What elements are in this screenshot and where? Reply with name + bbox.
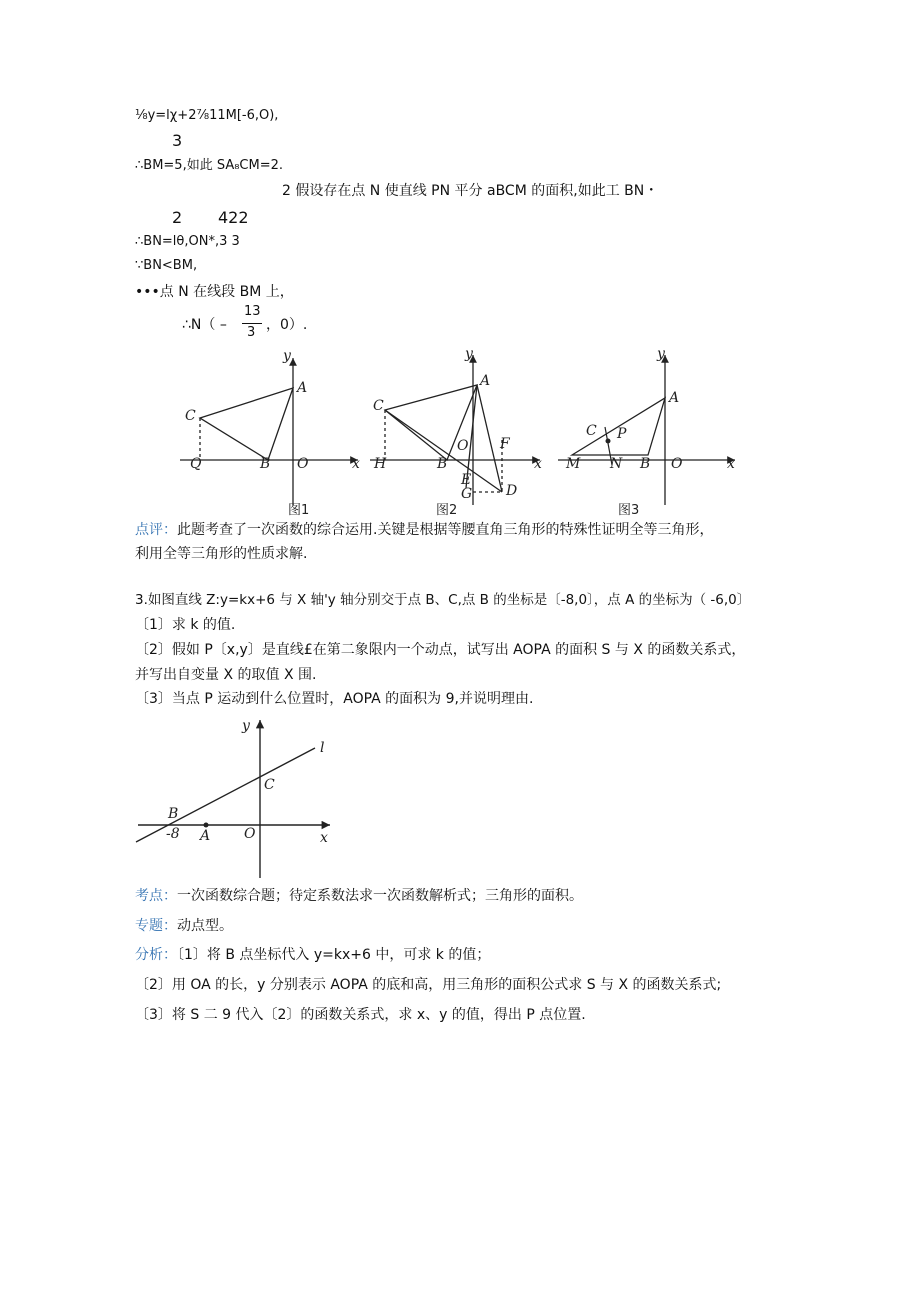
figure-3 — [558, 355, 735, 505]
solution-line-4b: 422 — [218, 208, 249, 227]
fig2-label-b: B — [437, 456, 448, 472]
point-a-dot — [204, 823, 209, 828]
solution-line-5: ∴BN=lθ,ON*,3 3 — [135, 234, 240, 249]
fig3-label-o: O — [671, 456, 683, 472]
n-coordinate-prefix: ∴N（ – — [182, 317, 227, 333]
review-label: 点评： — [135, 522, 177, 538]
problem3-question-3: 〔3〕当点 P 运动到什么位置时，AOPA 的面积为 9,并说明理由. — [135, 691, 534, 707]
n-coordinate-denominator: 3 — [247, 325, 256, 340]
fenxi-line-2: 〔2〕用 OA 的长，y 分别表示 AOPA 的底和高，用三角形的面积公式求 S 与 X 的函数关系式; — [135, 977, 722, 993]
fig4-label-b: B — [168, 806, 179, 822]
fig3-label-y: y — [657, 346, 665, 362]
zhuanti-line — [135, 918, 233, 935]
fig4-label-a: A — [200, 828, 211, 844]
problem3-stem: 3.如图直线 Z:y=kx+6 与 X 轴'y 轴分别交于点 B、C,点 B 的坐标是〔-8,0〕，点 A 的坐标为（ -6,0〕 — [135, 592, 751, 608]
problem3-question-2a: 〔2〕假如 P〔x,y〕是直线£在第二象限内一个动点，试写出 AOPA 的面积 S 与 X 的函数关系式， — [135, 642, 746, 658]
fig2-label-h: H — [374, 456, 387, 472]
fenxi-line-3: 〔3〕将 S 二 9 代入〔2〕的函数关系式，求 x、y 的值，得出 P 点位置. — [135, 1007, 586, 1023]
fenxi-label: 分析： — [135, 947, 177, 963]
problem3-question-2b: 并写出自变量 X 的取值 X 围. — [135, 667, 317, 683]
fenxi-line-1 — [135, 947, 490, 964]
fig4-label-c: C — [264, 777, 275, 793]
fig4-label-minus8: -8 — [166, 826, 180, 842]
zhuanti-text: 动点型。 — [177, 918, 233, 934]
fig2-label-o: O — [457, 438, 469, 454]
fig1-caption: 图1 — [288, 503, 310, 518]
solution-line-6: ∵BN<BM, — [135, 258, 198, 273]
fig3-label-c: C — [586, 423, 597, 439]
fig1-label-q: Q — [190, 456, 202, 472]
fig4-label-y: y — [242, 718, 250, 734]
fig2-label-y: y — [465, 346, 473, 362]
solution-line-3: 2 假设存在点 N 使直线 PN 平分 aBCM 的面积,如此工 BN・ — [282, 183, 659, 199]
fig4-label-l: l — [320, 740, 325, 756]
kaodian-line — [135, 888, 583, 905]
fig1-label-o: O — [297, 456, 309, 472]
fig3-label-p: P — [617, 426, 627, 442]
fig4-label-o: O — [244, 826, 256, 842]
fig3-point-p — [606, 439, 611, 444]
fig4-label-x: x — [320, 830, 328, 846]
fig2-label-x: x — [534, 456, 542, 472]
review-text-2: 利用全等三角形的性质求解. — [135, 546, 308, 562]
fig2-label-a: A — [480, 373, 491, 389]
solution-line-1-numerator: 3 — [172, 131, 183, 150]
solution-line-7: •••点 N 在线段 BM 上， — [135, 284, 294, 300]
n-coordinate-numerator: 13 — [244, 304, 261, 319]
geometry-figures-1-3 — [0, 340, 920, 520]
fig1-label-c: C — [185, 408, 196, 424]
solution-line-4a: 2 — [172, 208, 183, 227]
fraction-bar — [242, 323, 262, 324]
fig3-caption: 图3 — [618, 503, 640, 518]
fig1-label-a: A — [297, 380, 308, 396]
fig2-label-c: C — [373, 398, 384, 414]
n-coordinate-suffix: ，0）. — [266, 317, 308, 333]
fig2-label-e: E — [461, 472, 472, 488]
fig2-label-d: D — [506, 483, 518, 499]
solution-line-2: ∴BM=5,如此 SA₈CM=2. — [135, 158, 284, 173]
fig2-label-f: F — [500, 436, 510, 452]
fig3-label-n: N — [610, 456, 623, 472]
fig1-label-x: x — [352, 456, 360, 472]
figure-1 — [180, 358, 358, 505]
fig3-label-a: A — [669, 390, 680, 406]
problem3-question-1: 〔1〕求 k 的值. — [135, 617, 236, 633]
fig2-label-g: G — [461, 486, 473, 502]
zhuanti-label: 专题： — [135, 918, 177, 934]
review-line-1 — [135, 522, 713, 539]
fig1-label-b: B — [260, 456, 271, 472]
review-text-1: 此题考查了一次函数的综合运用.关键是根据等腰直角三角形的特殊性证明全等三角形， — [177, 522, 714, 538]
fig3-label-x: x — [727, 456, 735, 472]
solution-line-1: ⅛y=lχ+2⅞11M[-6,O), — [135, 108, 279, 123]
fig3-label-m: M — [566, 456, 581, 472]
fig3-label-b: B — [640, 456, 651, 472]
kaodian-text: 一次函数综合题；待定系数法求一次函数解析式；三角形的面积。 — [177, 888, 583, 904]
fig2-caption: 图2 — [436, 503, 458, 518]
kaodian-label: 考点： — [135, 888, 177, 904]
fig1-label-y: y — [283, 348, 291, 364]
fenxi-text-1: 〔1〕将 B 点坐标代入 y=kx+6 中，可求 k 的值； — [177, 947, 491, 963]
problem3-figure — [130, 710, 350, 885]
